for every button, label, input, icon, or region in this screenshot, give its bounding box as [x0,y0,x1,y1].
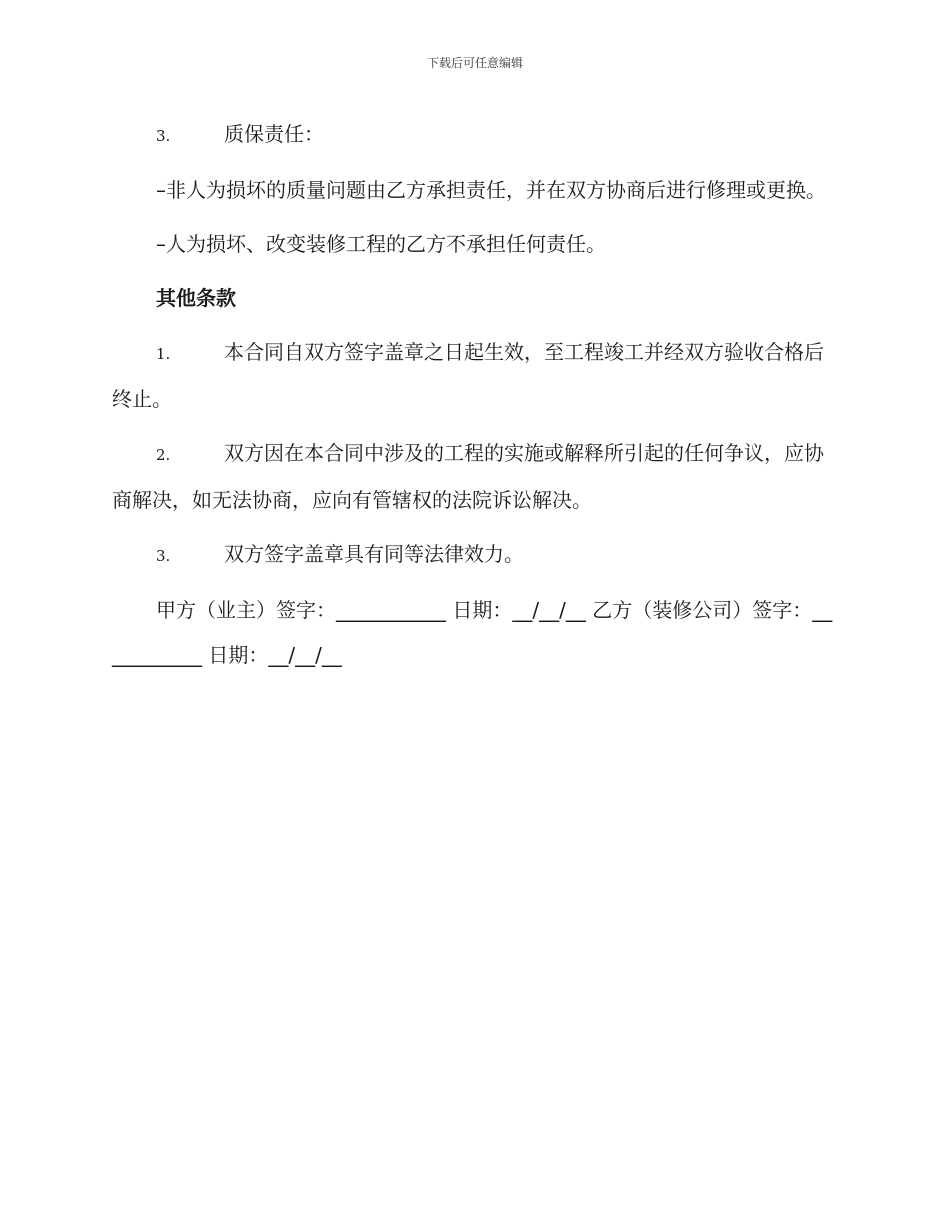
warranty-bullet-2: –人为损坏、改变装修工程的乙方不承担任何责任。 [156,232,606,256]
section-heading: 其他条款 [156,286,236,310]
item-title: 质保责任： [224,122,324,146]
other-term-item-1 [112,330,837,422]
item-text: 双方签字盖章具有同等法律效力。 [224,542,524,566]
other-term-item-2 [112,431,837,523]
warranty-item [112,112,837,159]
item-number: 1. [156,345,171,363]
item-number: 3. [156,547,171,565]
document-body [112,112,837,687]
signature-line: 甲方（业主）签字：___________ 日期：__/__/__ 乙方（装修公司）签字：___________ 日期：__/__/__ [112,598,833,667]
item-text: 双方因在本合同中涉及的工程的实施或解释所引起的任何争议，应协商解决，如无法协商，应向有管辖权的法院诉讼解决。 [112,441,824,512]
warranty-bullet-1: –非人为损坏的质量问题由乙方承担责任，并在双方协商后进行修理或更换。 [156,178,826,202]
other-term-item-3 [112,532,837,579]
item-number: 3. [156,127,171,145]
item-text: 本合同自双方签字盖章之日起生效，至工程竣工并经双方验收合格后终止。 [112,340,824,411]
header-note: 下载后可任意编辑 [426,56,523,70]
item-number: 2. [156,446,171,464]
